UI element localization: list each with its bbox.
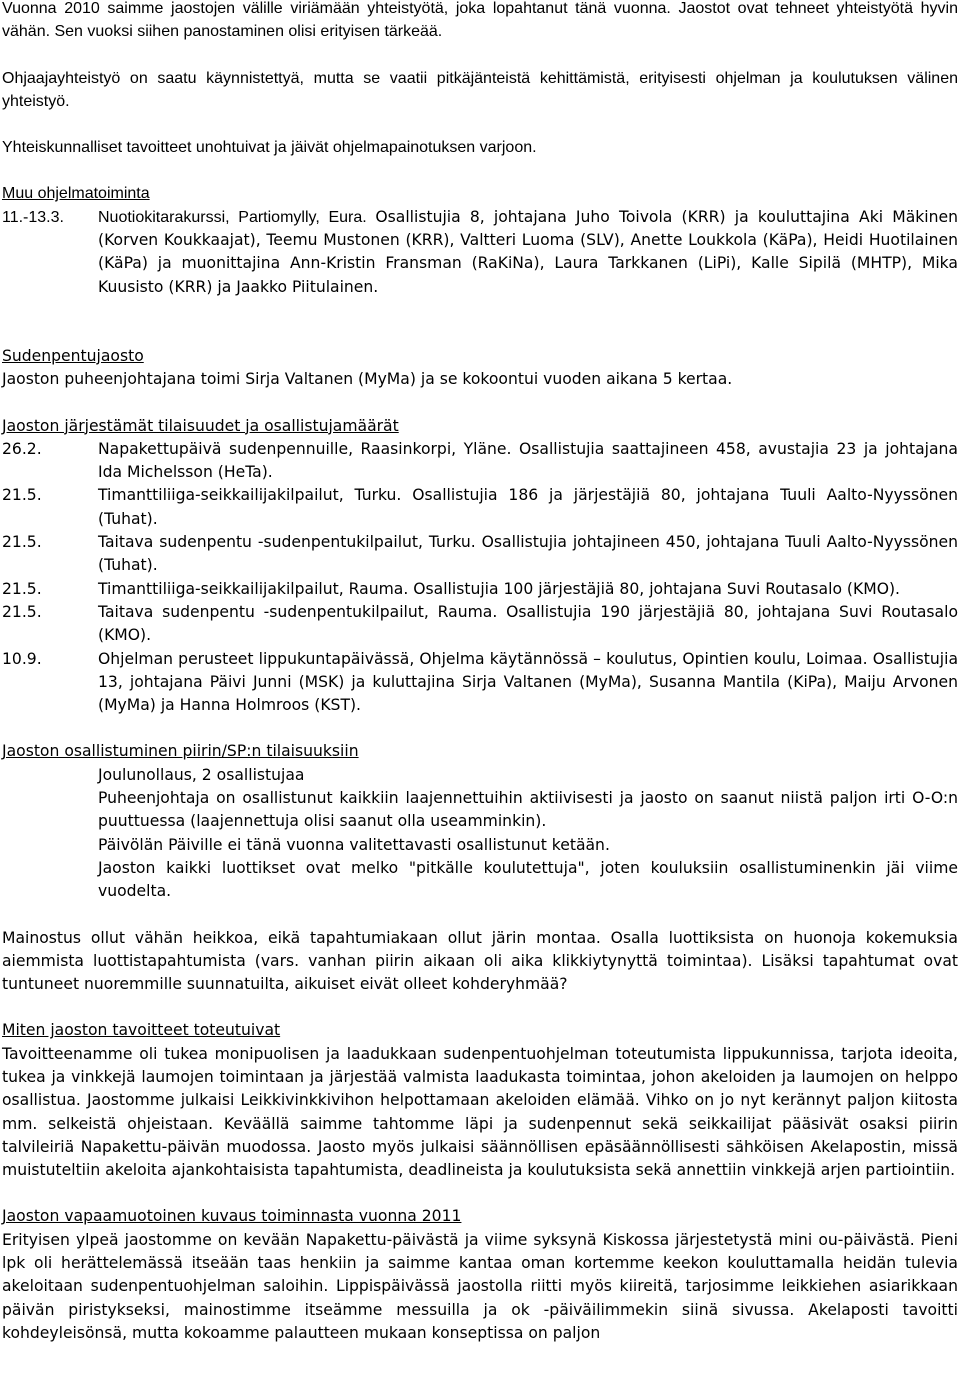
event-row	[2, 648, 958, 718]
event-details: Osallistujia saattajineen 458, avustajia 23 ja johtajana Ida Michelsson (HeTa).	[98, 439, 958, 482]
section-heading-sudenpentujaosto: Sudenpentujaosto	[2, 346, 144, 365]
participation-list	[2, 764, 958, 904]
event-description	[98, 484, 958, 531]
event-row	[2, 206, 958, 299]
event-date: 10.9.	[2, 649, 42, 668]
event-date: 11.-13.3.	[2, 208, 64, 226]
event-description	[98, 578, 958, 601]
document-page	[2, 0, 958, 1345]
event-title: Taitava sudenpentu -sudenpentukilpailut, Turku.	[98, 533, 476, 552]
intro-paragraph-2: Ohjaajayhteistyö on saatu käynnistettyä, mutta se vaatii pitkäjänteistä kehittämistä, erityisesti ohjelman ja koulutuksen välinen yhteistyö.	[2, 69, 958, 110]
event-title: Ohjelman perusteet lippukuntapäivässä, Ohjelma käytännössä – koulutus, Opintien koulu, Loimaa.	[98, 649, 868, 668]
event-details: Osallistujia 186 ja järjestäjiä 80, johtajana Tuuli Aalto-Nyyssönen (Tuhat).	[98, 486, 958, 528]
events-list	[2, 438, 958, 718]
event-details: Osallistujia 190 järjestäjiä 80, johtajana Suvi Routasalo (KMO).	[98, 602, 958, 645]
event-row	[2, 578, 958, 601]
event-row	[2, 601, 958, 648]
event-details: Osallistujia 13, johtajana Päivi Junni (MSK) ja kuluttajina Sirja Valtanen (MyMa), Susanna Mantila (KiPa), Maiju Arvonen (MyMa) ja Hanna Holmroos (KST).	[98, 649, 959, 715]
mainostus-paragraph: Mainostus ollut vähän heikkoa, eikä tapahtumiakaan ollut järin montaa. Osalla luottiksista on huonoja kokemuksia aiemmista luottistapahtumista (vars. vanhan piirin aikaan oli aika klikkiytynyttä toimintaa). Lisäksi tapahtumat ovat tuntuneet nuoremmille suunnatuilta, aikuiset eivät olleet kohderyhmää?	[2, 928, 958, 994]
event-row	[2, 531, 958, 578]
section-heading-muu-ohjelmatoiminta: Muu ohjelmatoiminta	[2, 185, 150, 203]
event-title: Timanttiliiga-seikkailijakilpailut, Rauma.	[98, 579, 409, 598]
participation-item: Joulunollaus, 2 osallistujaa	[98, 765, 305, 784]
event-row	[2, 438, 958, 485]
section-heading-vapaamuotoinen: Jaoston vapaamuotoinen kuvaus toiminnasta vuonna 2011	[2, 1207, 462, 1226]
event-details: Osallistujia johtajineen 450, johtajana Tuuli Aalto-Nyyssönen (Tuhat).	[98, 533, 958, 575]
intro-paragraph-3: Yhteiskunnalliset tavoitteet unohtuivat ja jäivät ohjelmapainotuksen varjoon.	[2, 139, 537, 157]
participation-item: Puheenjohtaja on osallistunut kaikkiin laajennettuihin aktiivisesti ja jaosto on saanut niistä paljon irti O-O:n puuttuessa (laajennettuja olisi saanut olla useamminkin).	[98, 789, 958, 831]
event-date: 26.2.	[2, 439, 42, 458]
tavoitteet-paragraph: Tavoitteenamme oli tukea monipuolisen ja laadukkaan sudenpentuohjelman toteutumista lippukunnissa, tarjota ideoita, tukea ja vinkkejä laumojen toimintaan ja järjestää valmista laadukasta toimintaa, johon akeloiden ja laumojen on helppo osallistua. Jaostomme julkaisi Leikkivinkkivihon helpottamaan akeloiden elämää. Vihko on jo nyt kerännyt paljon kiitosta mm. selkeistä ohjeistaan. Keväällä saimme tahtomme läpi ja sudenpennut sekä seikkailijat pääsivät osaksi piirin talvileiriä Napakettu-päivän muodossa. Jaosto myös julkaisi säännöllisen epäsäännöllisesti sähköisen Akelapostin, missä muistuteltiin akeloita ajankohtaisista tapahtumista, deadlineista ja koulutuksista sekä annettiin vinkkejä arjen partiointiin.	[2, 1044, 958, 1180]
vapaamuotoinen-paragraph: Erityisen ylpeä jaostomme on kevään Napakettu-päivästä ja viime syksynä Kiskossa järjestetystä mini ou-päivästä. Pieni lpk oli herättelemässä itseään taas henkiin ja saimme kantaa oman kortemme keekon kouluttamalla heidän tulevia akeloitaan sudenpentuohjelman saloihin. Lippispäivässä jaostolla riitti myös kiireitä, tarjosimme leikkiehen asiarikkaan päivän piristykseksi, mainostimme itseämme messuilla ja ok -päiväilimmekin siinä sivussa. Akelaposti tavoitti kohdeyleisönsä, mutta kokoamme palautteen mukaan konseptissa on paljon	[2, 1230, 958, 1342]
event-description	[98, 531, 958, 578]
participation-item: Päivölän Päiville ei tänä vuonna valitettavasti osallistunut ketään.	[98, 835, 610, 854]
event-date: 21.5.	[2, 579, 42, 598]
event-title: Nuotiokitarakurssi, Partiomylly, Eura.	[98, 208, 367, 226]
event-details: Osallistujia 8, johtajana Juho Toivola (KRR) ja kouluttajina Aki Mäkinen (Korven Koukkaajat), Teemu Mustonen (KRR), Valtteri Luoma (SLV), Anette Loukkola (KäPa), Heidi Huotilainen (KäPa) ja muonittajina Ann-Kristin Fransman (RaKiNa), Laura Tarkkanen (LiPi), Kalle Sipilä (MHTP), Mika Kuusisto (KRR) ja Jaakko Piitulainen.	[98, 207, 958, 296]
event-title: Napakettupäivä sudenpennuille, Raasinkorpi, Yläne.	[98, 439, 512, 458]
event-description	[98, 648, 958, 718]
event-description	[98, 601, 958, 648]
event-date: 21.5.	[2, 533, 42, 552]
event-details: Osallistujia 100 järjestäjiä 80, johtajana Suvi Routasalo (KMO).	[413, 579, 901, 598]
sudenpentujaosto-text: Jaoston puheenjohtajana toimi Sirja Valtanen (MyMa) ja se kokoontui vuoden aikana 5 kertaa.	[2, 370, 733, 389]
intro-paragraph-1: Vuonna 2010 saimme jaostojen välille viriämään yhteistyötä, joka lopahtanut tänä vuonna. Jaostot ovat tehneet yhteistyötä hyvin vähän. Sen vuoksi siihen panostaminen olisi erityisen tärkeää.	[2, 0, 958, 41]
event-title: Timanttiliiga-seikkailijakilpailut, Turku.	[98, 486, 402, 505]
event-date: 21.5.	[2, 486, 42, 505]
section-heading-participation: Jaoston osallistuminen piirin/SP:n tilaisuuksiin	[2, 742, 359, 761]
event-row	[2, 484, 958, 531]
event-description	[98, 438, 958, 485]
event-date: 21.5.	[2, 602, 42, 621]
participation-item: Jaoston kaikki luottikset ovat melko "pitkälle koulutettuja", joten kouluksiin osallistuminenkin jäi viime vuodelta.	[98, 858, 958, 901]
section-heading-tavoitteet: Miten jaoston tavoitteet toteutuivat	[2, 1021, 281, 1040]
section-heading-events: Jaoston järjestämät tilaisuudet ja osallistujamäärät	[2, 416, 399, 435]
event-title: Taitava sudenpentu -sudenpentukilpailut, Rauma.	[98, 602, 498, 621]
event-description	[98, 206, 958, 299]
